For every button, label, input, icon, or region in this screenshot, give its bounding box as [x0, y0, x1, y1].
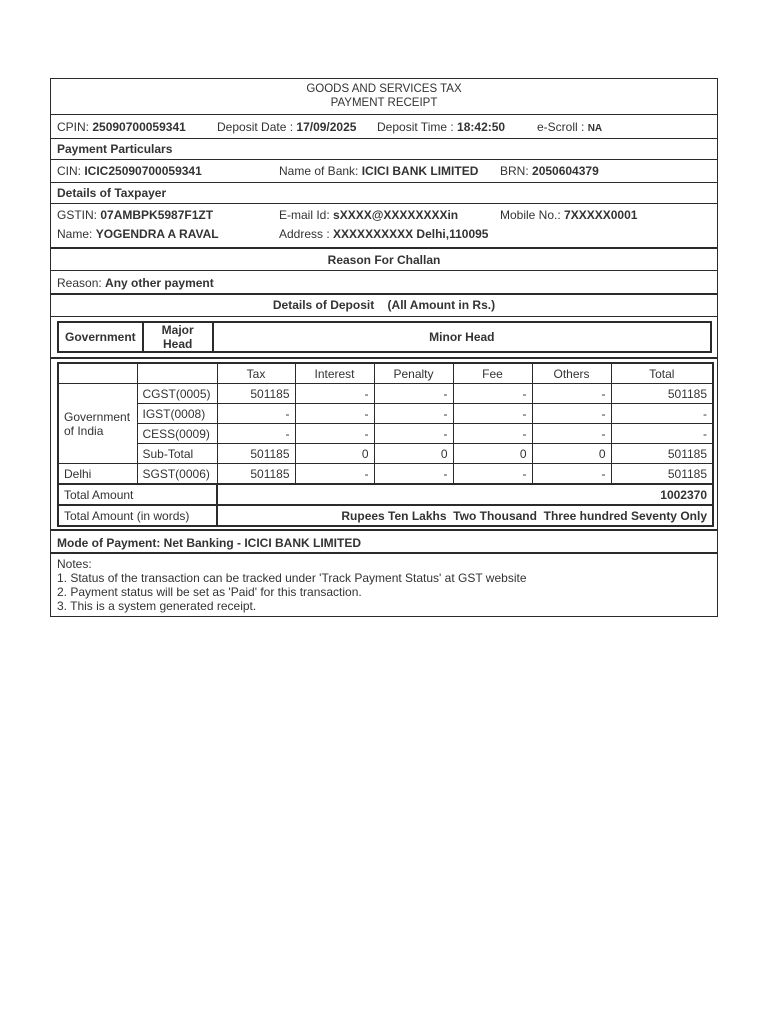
table-cell: 0 — [453, 444, 532, 464]
note-item: 3. This is a system generated receipt. — [57, 599, 257, 613]
col-fee: Fee — [453, 363, 532, 384]
col-interest: Interest — [295, 363, 374, 384]
address: Address : XXXXXXXXXX Delhi,110095 — [279, 227, 489, 241]
payment-particulars-heading: Payment Particulars — [51, 139, 717, 160]
receipt-title-line2: PAYMENT RECEIPT — [330, 97, 438, 109]
table-cell: 0 — [532, 444, 611, 464]
table-cell: - — [374, 424, 453, 444]
notes-section — [51, 554, 717, 616]
table-cell: - — [217, 424, 295, 444]
reason-row — [51, 271, 717, 295]
col-major-head: Major Head — [143, 322, 213, 352]
col-penalty: Penalty — [374, 363, 453, 384]
table-cell: - — [295, 384, 374, 404]
cin: CIN: ICIC25090700059341 — [57, 164, 202, 178]
total-amount-label: Total Amount — [58, 484, 217, 505]
note-item: 2. Payment status will be set as 'Paid' for this transaction. — [57, 585, 362, 599]
table-row — [58, 464, 713, 485]
total-words-label: Total Amount (in words) — [58, 505, 217, 526]
table-cell: - — [611, 424, 713, 444]
table-cell: - — [295, 404, 374, 424]
total-amount-row — [58, 484, 713, 505]
deposit-head-row — [51, 316, 717, 358]
table-cell: 501185 — [217, 464, 295, 485]
delhi-cell: Delhi — [58, 464, 137, 485]
cpin: CPIN: 25090700059341 — [57, 120, 186, 134]
table-cell: - — [532, 404, 611, 424]
table-cell: 501185 — [611, 444, 713, 464]
major-head-cell: IGST(0008) — [137, 404, 217, 424]
table-cell: - — [217, 404, 295, 424]
table-cell: - — [295, 464, 374, 485]
mobile: Mobile No.: 7XXXXX0001 — [500, 208, 638, 222]
reason-value: Any other payment — [105, 276, 214, 290]
table-cell: - — [532, 464, 611, 485]
table-cell: - — [374, 404, 453, 424]
deposit-table — [57, 362, 714, 527]
cpin-row — [51, 115, 717, 139]
payment-receipt — [50, 78, 718, 617]
taxpayer-row-1 — [57, 206, 717, 225]
payment-particulars-row — [51, 160, 717, 183]
taxpayer-details — [51, 206, 717, 249]
taxpayer-name: Name: YOGENDRA A RAVAL — [57, 227, 219, 241]
col-tax: Tax — [217, 363, 295, 384]
deposit-time: Deposit Time : 18:42:50 — [377, 120, 506, 134]
table-cell: - — [374, 464, 453, 485]
email: E-mail Id: sXXXX@XXXXXXXXin — [279, 208, 459, 222]
total-words-row — [58, 505, 713, 526]
table-cell: - — [453, 464, 532, 485]
table-row — [58, 424, 713, 444]
table-cell: - — [453, 424, 532, 444]
taxpayer-row-2 — [57, 225, 717, 244]
table-cell: - — [295, 424, 374, 444]
bank-name: Name of Bank: ICICI BANK LIMITED — [279, 164, 479, 178]
notes-heading: Notes: — [57, 557, 92, 571]
major-head-cell: CGST(0005) — [137, 384, 217, 404]
table-cell: 501185 — [611, 464, 713, 485]
major-head-cell: Sub-Total — [137, 444, 217, 464]
table-row — [58, 384, 713, 404]
total-words-value: Rupees Ten Lakhs Two Thousand Three hundred Seventy Only — [217, 505, 713, 526]
table-cell: - — [374, 384, 453, 404]
receipt-header — [51, 79, 717, 115]
table-row — [58, 404, 713, 424]
major-head-cell: CESS(0009) — [137, 424, 217, 444]
table-cell: 0 — [295, 444, 374, 464]
table-cell: - — [532, 384, 611, 404]
gstin: GSTIN: 07AMBPK5987F1ZT — [57, 208, 214, 222]
table-cell: - — [453, 404, 532, 424]
table-cell: - — [532, 424, 611, 444]
taxpayer-heading: Details of Taxpayer — [51, 183, 717, 204]
deposit-table-wrap — [51, 358, 717, 530]
col-others: Others — [532, 363, 611, 384]
table-cell: - — [611, 404, 713, 424]
reason-label: Reason: — [57, 276, 102, 290]
col-minor-head: Minor Head — [213, 322, 711, 352]
table-cell: 501185 — [611, 384, 713, 404]
mode-of-payment: Mode of Payment: Net Banking - ICICI BANK LIMITED — [51, 530, 717, 554]
table-cell: - — [453, 384, 532, 404]
deposit-date: Deposit Date : 17/09/2025 — [217, 120, 357, 134]
col-government: Government — [58, 322, 143, 352]
table-row — [58, 444, 713, 464]
receipt-title-line1: GOODS AND SERVICES TAX — [306, 83, 462, 95]
table-cell: 0 — [374, 444, 453, 464]
table-header-row — [58, 363, 713, 384]
reason-for-challan-heading: Reason For Challan — [51, 249, 717, 271]
major-head-cell: SGST(0006) — [137, 464, 217, 485]
table-cell: 501185 — [217, 444, 295, 464]
col-total: Total — [611, 363, 713, 384]
details-of-deposit-heading: Details of Deposit (All Amount in Rs.) — [272, 298, 496, 312]
note-item: 1. Status of the transaction can be tracked under 'Track Payment Status' at GST website — [57, 571, 527, 585]
e-scroll: e-Scroll : NA — [537, 120, 603, 134]
total-amount-value: 1002370 — [217, 484, 713, 505]
gov-of-india-cell: Government of India — [58, 384, 137, 464]
brn: BRN: 2050604379 — [500, 164, 599, 178]
table-cell: 501185 — [217, 384, 295, 404]
